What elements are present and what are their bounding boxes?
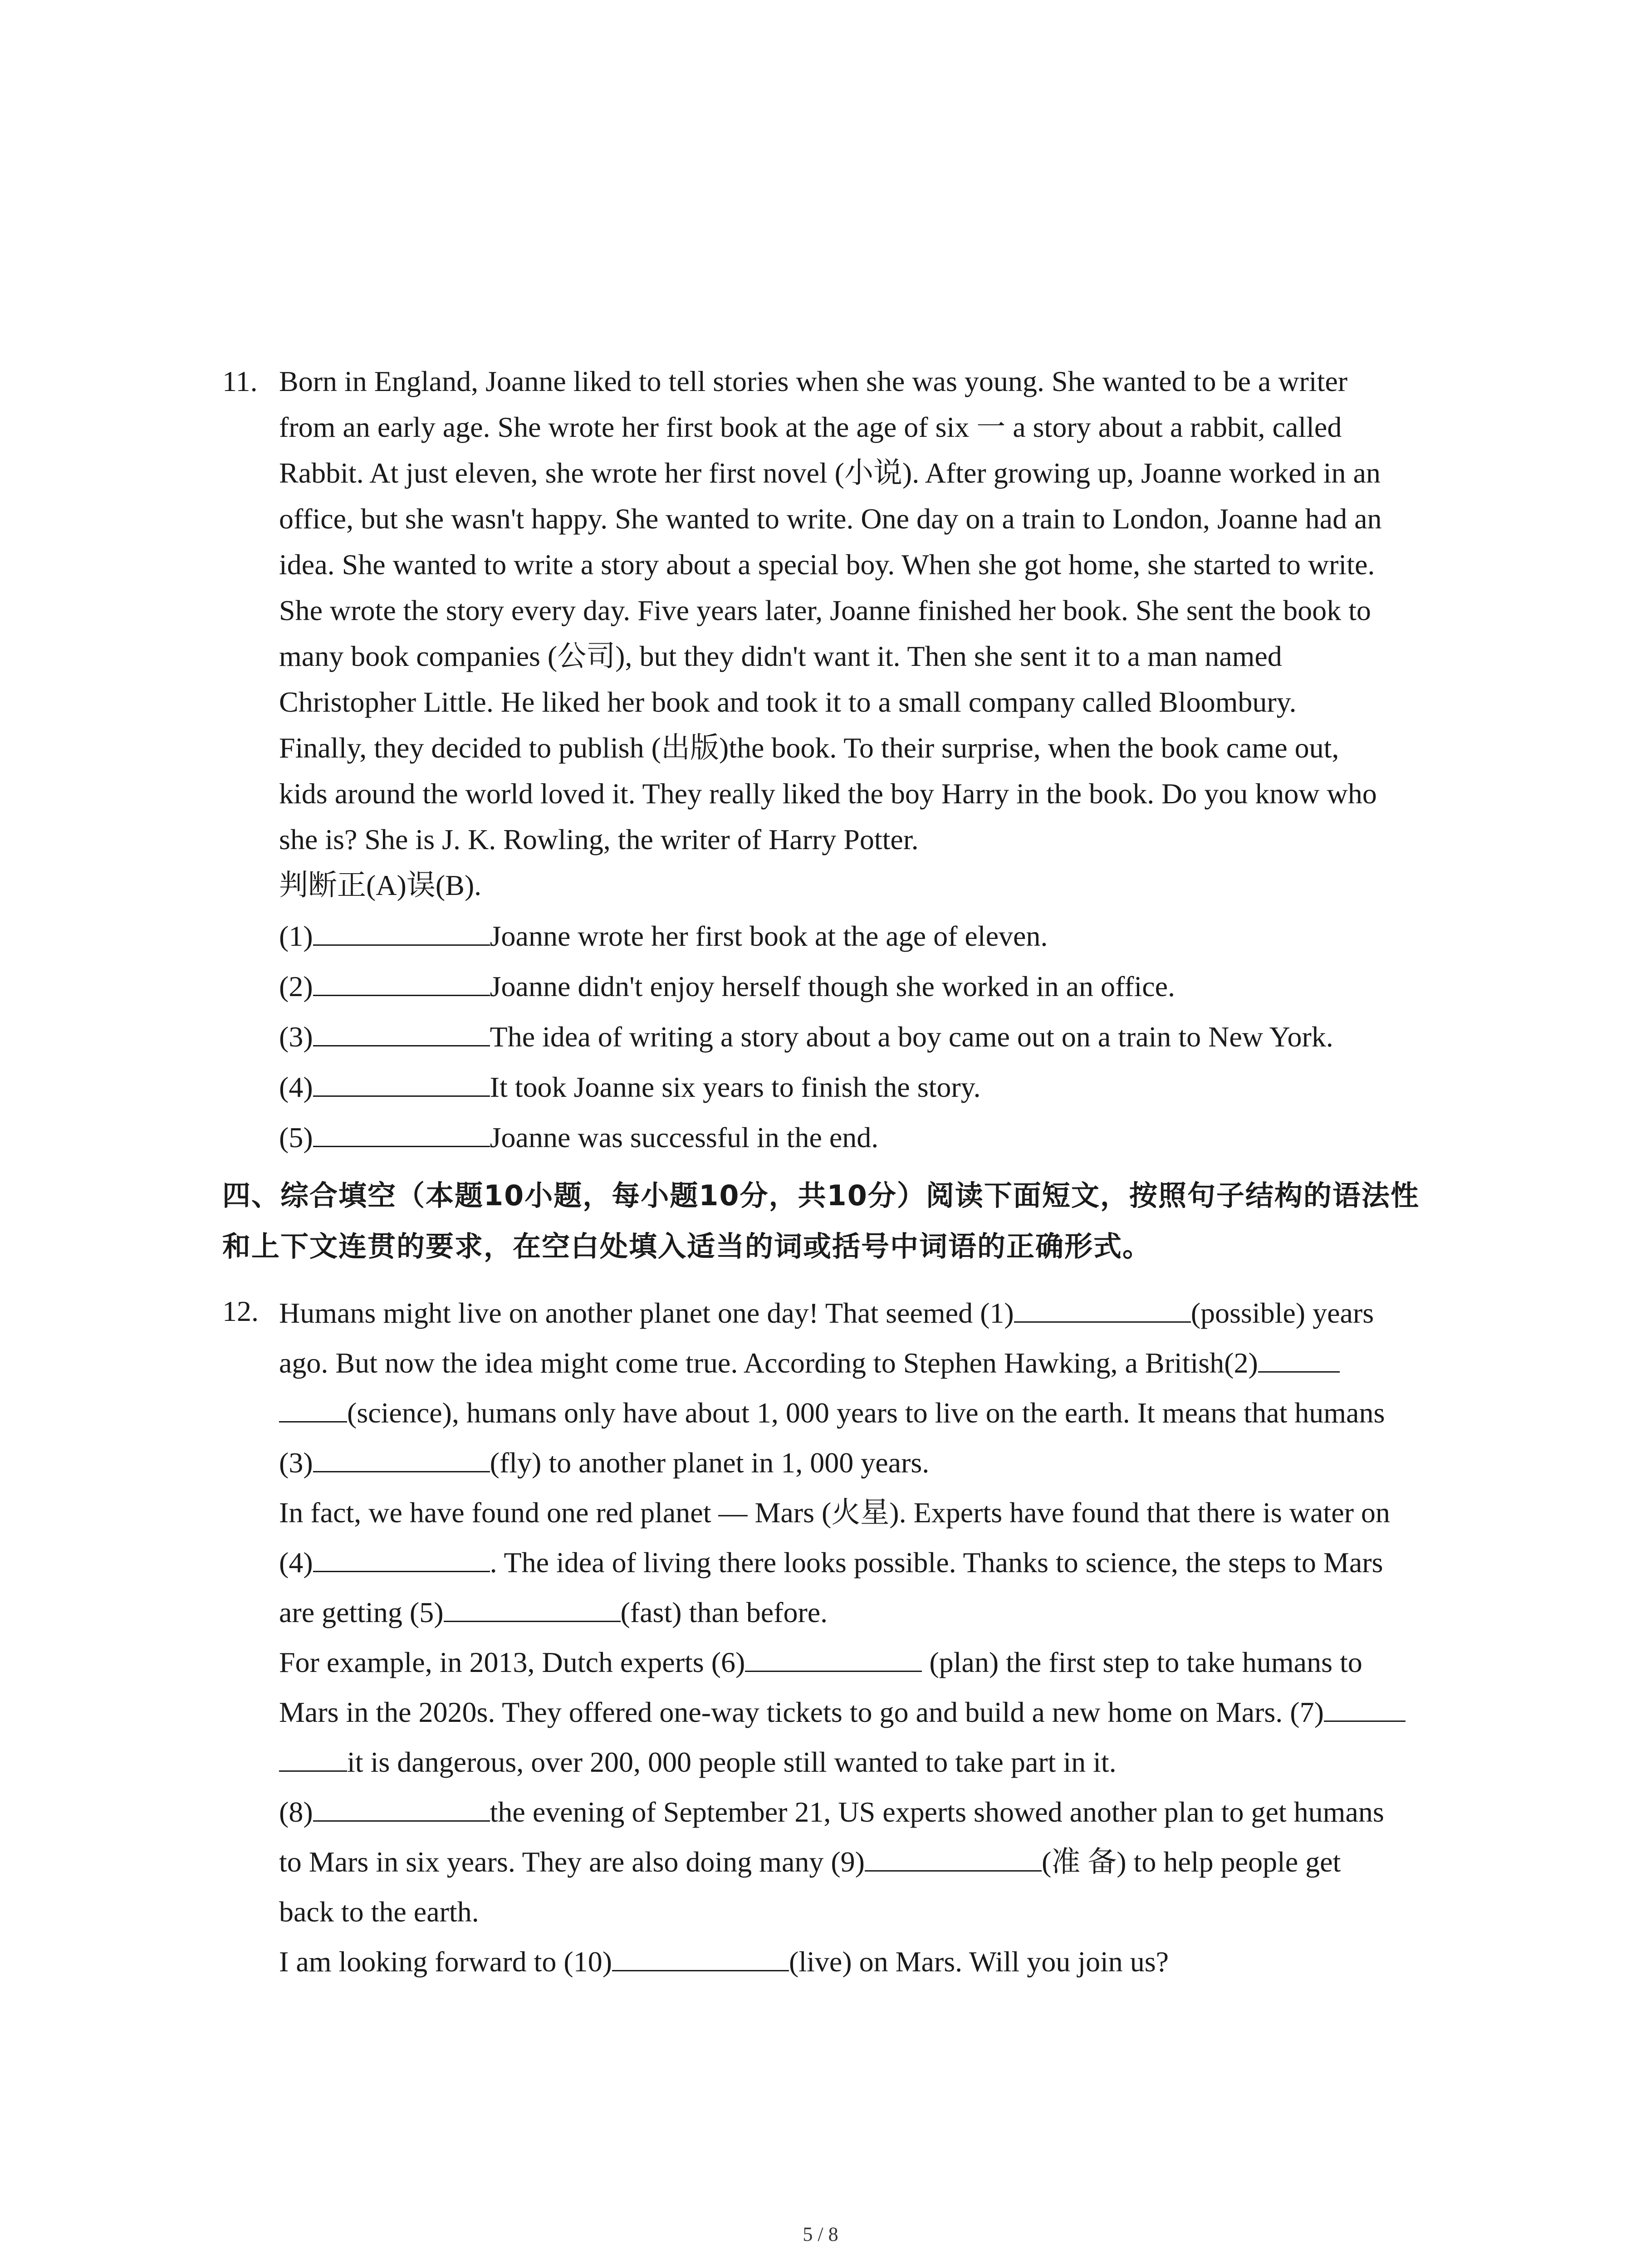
question-11 [222, 358, 1465, 1163]
answer-blank-2[interactable] [1258, 1346, 1340, 1373]
answer-blank-10[interactable] [612, 1945, 789, 1971]
answer-blank-6[interactable] [745, 1645, 922, 1672]
question-12-body [279, 1288, 1465, 1987]
question-12 [222, 1288, 1465, 1987]
fill-line [279, 1937, 1465, 1987]
fill-line [279, 1787, 1465, 1837]
text: I am looking forward to (10) [279, 1945, 612, 1978]
item-text: Joanne wrote her first book at the age of eleven. [490, 920, 1048, 952]
text: the evening of September 21, US experts showed another plan to get humans [490, 1796, 1384, 1828]
fill-line [279, 1737, 1465, 1787]
answer-blank[interactable] [313, 919, 490, 946]
fill-line [279, 1588, 1465, 1637]
text: (fly) to another planet in 1, 000 years. [490, 1447, 930, 1479]
judgement-item [279, 1112, 1465, 1163]
passage-line: idea. She wanted to write a story about a special boy. When she got home, she started to write. [279, 548, 1375, 581]
text: (plan) the first step to take humans to [922, 1646, 1362, 1678]
answer-blank-3[interactable] [313, 1446, 490, 1472]
page-number: 5 / 8 [803, 2223, 838, 2245]
item-text: The idea of writing a story about a boy came out on a train to New York. [490, 1021, 1333, 1053]
answer-blank[interactable] [313, 1120, 490, 1147]
text: . The idea of living there looks possible. Thanks to science, the steps to Mars [490, 1546, 1383, 1579]
passage-line: office, but she wasn't happy. She wanted to write. One day on a train to London, Joanne had an [279, 503, 1382, 535]
answer-blank[interactable] [313, 1020, 490, 1046]
passage-line: many book companies (公司), but they didn't want it. Then she sent it to a man named [279, 640, 1282, 672]
item-label: (5) [279, 1121, 313, 1154]
answer-blank-7-cont[interactable] [279, 1745, 347, 1772]
fill-line [279, 1288, 1465, 1338]
judgement-items [279, 911, 1465, 1163]
item-text: Joanne was successful in the end. [490, 1121, 879, 1154]
text: (准 备) to help people get [1041, 1846, 1341, 1878]
answer-blank-8[interactable] [313, 1795, 490, 1822]
answer-blank-5[interactable] [444, 1595, 621, 1622]
fill-line [279, 1338, 1465, 1388]
answer-blank-4[interactable] [313, 1545, 490, 1572]
answer-blank[interactable] [313, 1070, 490, 1097]
question-number: 11. [222, 365, 258, 397]
fill-line [279, 1438, 1465, 1488]
text: (possible) years [1190, 1297, 1374, 1329]
section-heading-line: 和上下文连贯的要求，在空白处填入适当的词或括号中词语的正确形式。 [222, 1230, 1152, 1263]
text: (fast) than before. [620, 1596, 828, 1628]
answer-blank-9[interactable] [865, 1845, 1042, 1872]
question-number: 12. [222, 1295, 259, 1327]
instruction: 判断正(A)误(B). [279, 869, 482, 901]
text: Humans might live on another planet one day! That seemed (1) [279, 1297, 1014, 1329]
fill-line [279, 1488, 1465, 1538]
fill-line [279, 1637, 1465, 1687]
passage-line: she is? She is J. K. Rowling, the writer of Harry Potter. [279, 823, 919, 855]
fill-line [279, 1687, 1465, 1737]
fill-line [279, 1388, 1465, 1438]
passage-line: kids around the world loved it. They really liked the boy Harry in the book. Do you know who [279, 777, 1377, 810]
text: (3) [279, 1447, 313, 1479]
text: are getting (5) [279, 1596, 444, 1628]
judgement-item [279, 961, 1465, 1012]
passage [279, 358, 1465, 862]
text: to Mars in six years. They are also doing many (9) [279, 1846, 865, 1878]
text: (4) [279, 1546, 313, 1579]
item-text: Joanne didn't enjoy herself though she worked in an office. [490, 970, 1176, 1002]
passage-line: She wrote the story every day. Five years later, Joanne finished her book. She sent the book to [279, 594, 1371, 626]
fill-line [279, 1538, 1465, 1588]
section-heading-line: 四、综合填空（本题10小题，每小题10分，共10分）阅读下面短文，按照句子结构的语法性 [222, 1179, 1420, 1212]
answer-blank[interactable] [313, 969, 490, 996]
text: (live) on Mars. Will you join us? [789, 1945, 1169, 1978]
text: ago. But now the idea might come true. According to Stephen Hawking, a British(2) [279, 1347, 1258, 1379]
passage-line: Born in England, Joanne liked to tell stories when she was young. She wanted to be a writer [279, 365, 1348, 397]
text: it is dangerous, over 200, 000 people still wanted to take part in it. [347, 1746, 1117, 1778]
text: back to the earth. [279, 1896, 479, 1928]
text: (science), humans only have about 1, 000 years to live on the earth. It means that humans [347, 1397, 1385, 1429]
judgement-item [279, 1012, 1465, 1062]
section-heading [222, 1170, 1474, 1272]
text: For example, in 2013, Dutch experts (6) [279, 1646, 745, 1678]
judgement-item [279, 1062, 1465, 1112]
judgement-item [279, 911, 1465, 961]
answer-blank-7[interactable] [1324, 1695, 1406, 1722]
passage-line: Rabbit. At just eleven, she wrote her first novel (小说). After growing up, Joanne worked in an [279, 457, 1381, 489]
item-label: (2) [279, 970, 313, 1002]
passage-line: from an early age. She wrote her first book at the age of six 一 a story about a rabbit, called [279, 411, 1342, 443]
item-text: It took Joanne six years to finish the story. [490, 1071, 981, 1103]
text: (8) [279, 1796, 313, 1828]
fill-line [279, 1887, 1465, 1937]
question-11-body [279, 358, 1465, 1163]
item-label: (3) [279, 1021, 313, 1053]
answer-blank-2-cont[interactable] [279, 1396, 347, 1422]
text: In fact, we have found one red planet — Mars (火星). Experts have found that there is water on [279, 1496, 1390, 1529]
item-label: (1) [279, 920, 313, 952]
passage-line: Christopher Little. He liked her book and took it to a small company called Bloombury. [279, 686, 1297, 718]
fill-line [279, 1837, 1465, 1887]
answer-blank-1[interactable] [1014, 1296, 1191, 1323]
passage-line: Finally, they decided to publish (出版)the book. To their surprise, when the book came out, [279, 732, 1339, 764]
item-label: (4) [279, 1071, 313, 1103]
text: Mars in the 2020s. They offered one-way tickets to go and build a new home on Mars. (7) [279, 1696, 1324, 1728]
